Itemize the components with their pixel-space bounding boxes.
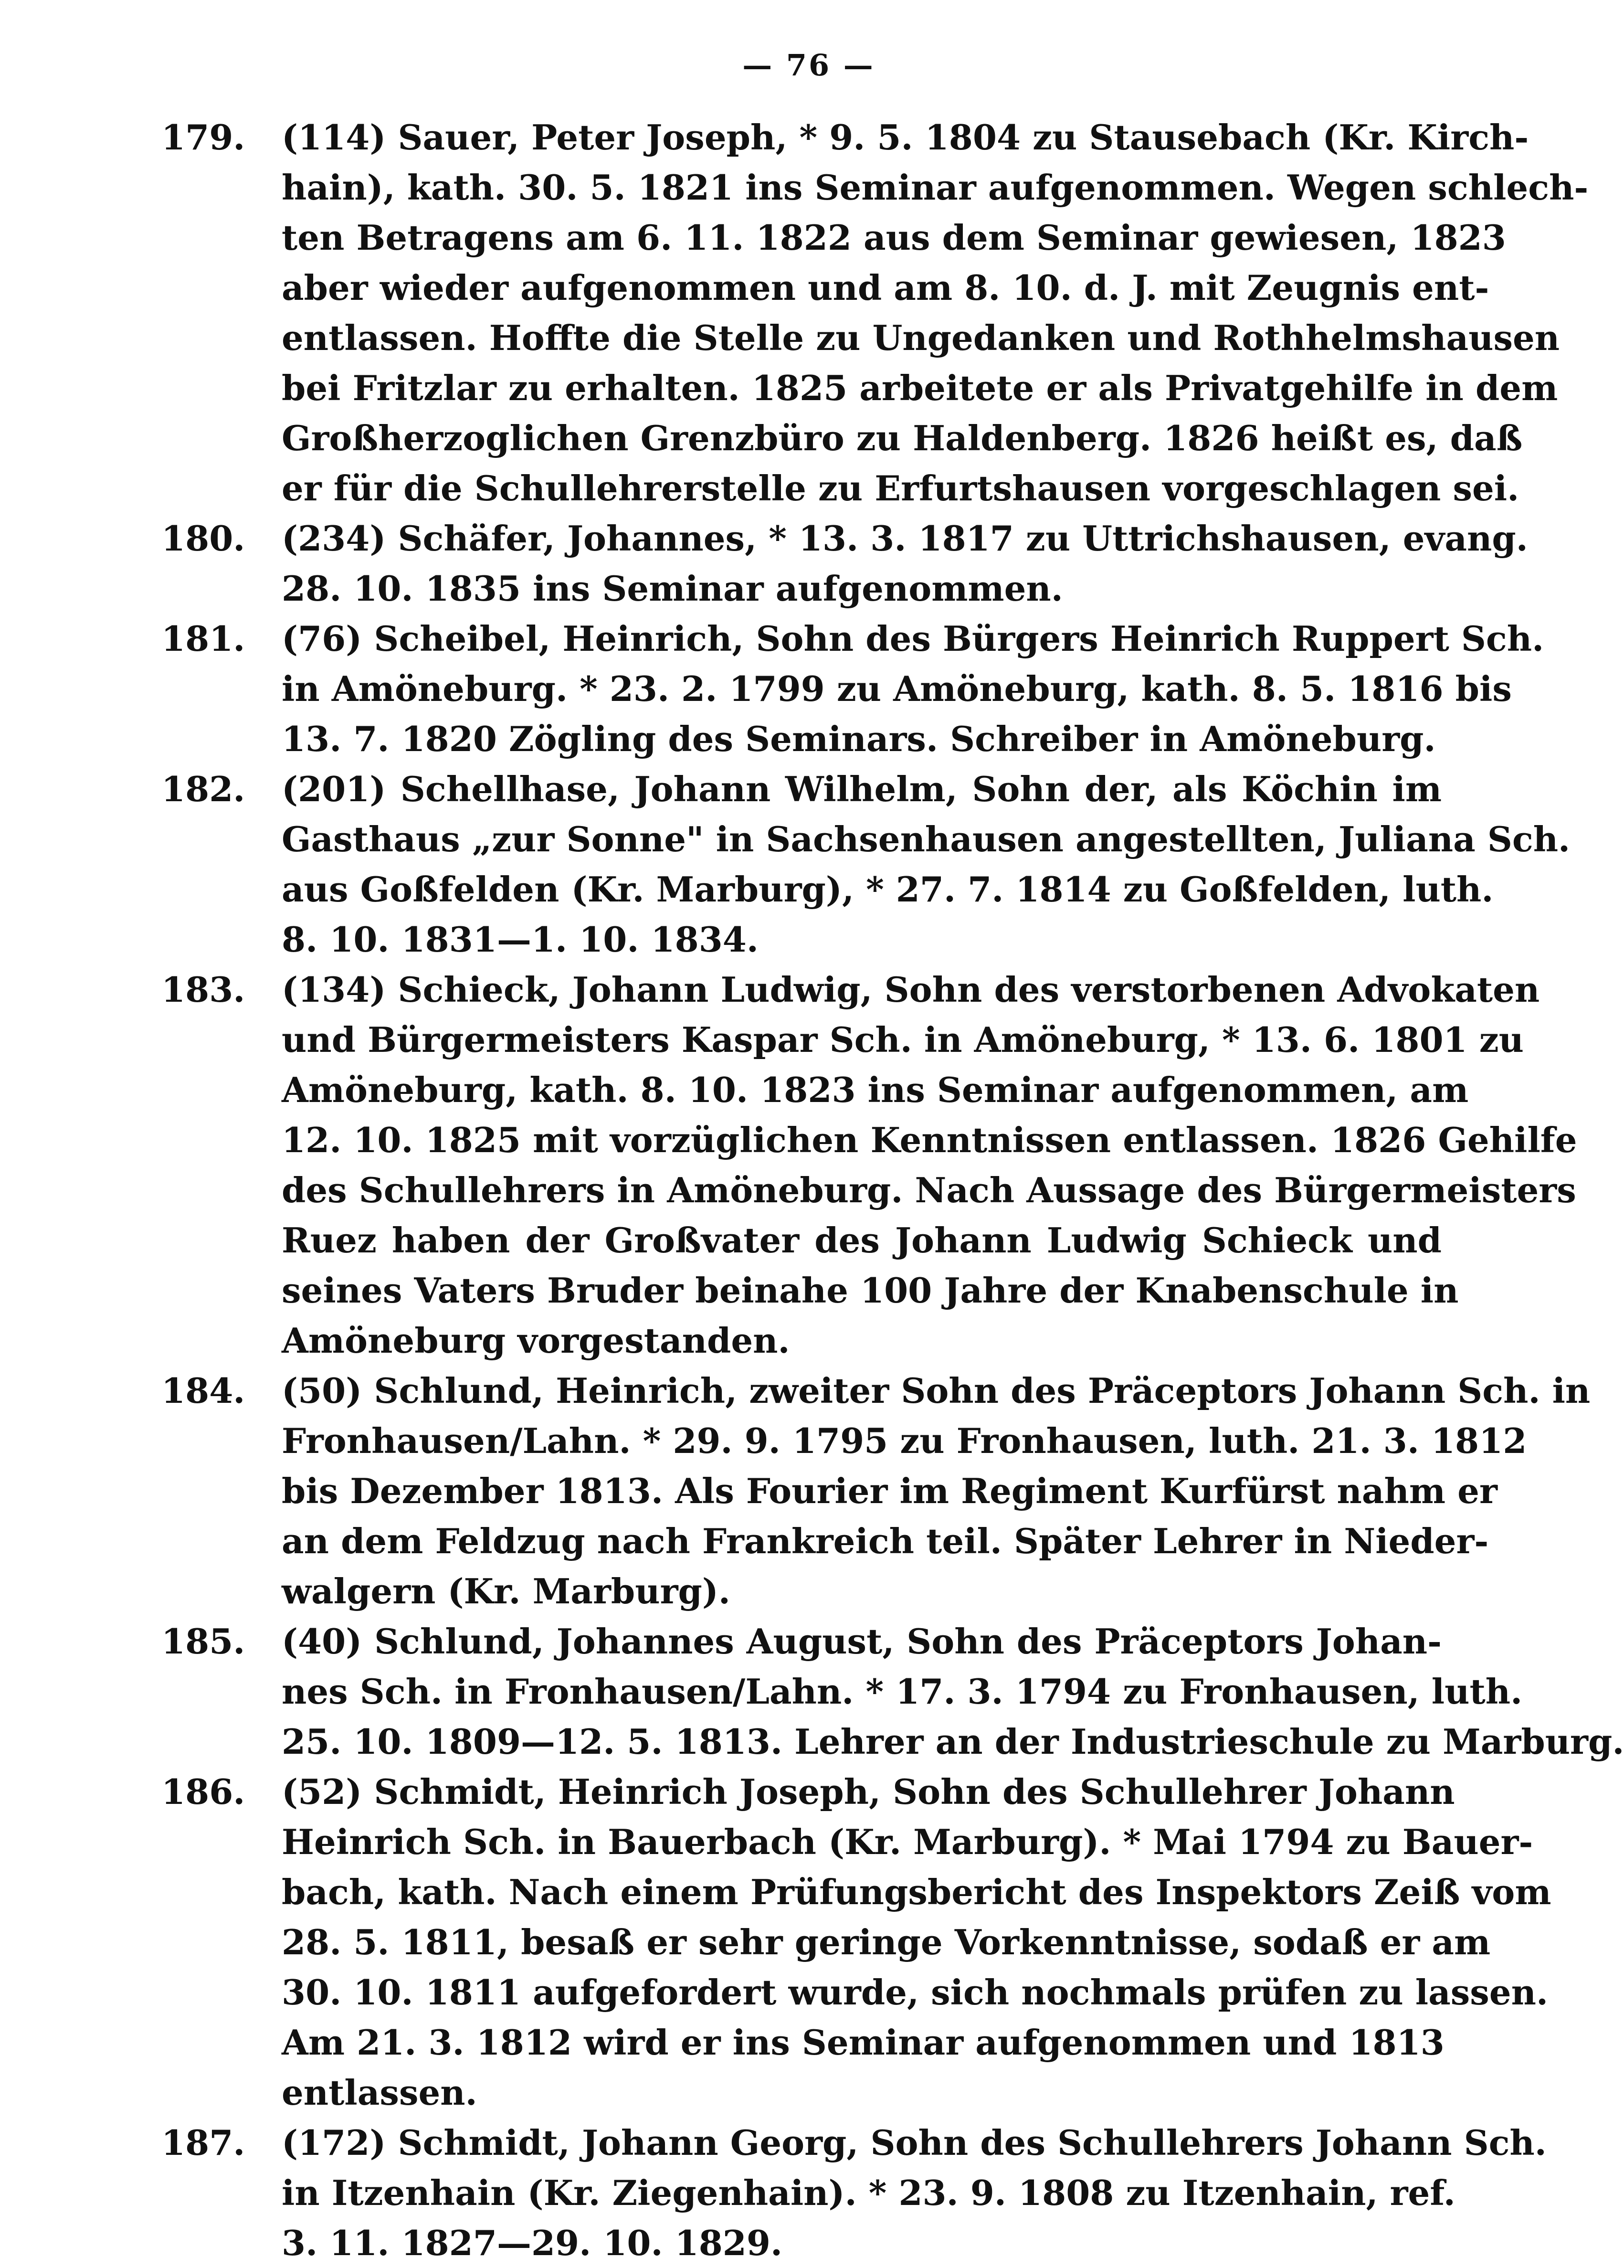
entry-text-line: an dem Feldzug nach Frankreich teil. Später Lehrer in Nieder- <box>282 1521 1489 1561</box>
entry-180 <box>161 513 1528 614</box>
entry-text-line: bach, kath. Nach einem Prüfungsbericht des Inspektors Zeiß vom <box>282 1872 1551 1912</box>
entry-text-line: aber wieder aufgenommen und am 8. 10. d. J. mit Zeugnis ent- <box>282 267 1489 308</box>
entry-text-line: entlassen. <box>282 2072 477 2113</box>
entry-text-line: (234) Schäfer, Johannes, * 13. 3. 1817 zu Uttrichshausen, evang. <box>282 518 1528 559</box>
entry-text-line: 30. 10. 1811 aufgefordert wurde, sich nochmals prüfen zu lassen. <box>282 1972 1549 2013</box>
entry-183 <box>161 964 1577 1366</box>
entry-text-line: Heinrich Sch. in Bauerbach (Kr. Marburg). * Mai 1794 zu Bauer- <box>282 1822 1533 1862</box>
entry-text-line: nes Sch. in Fronhausen/Lahn. * 17. 3. 1794 zu Fronhausen, luth. <box>282 1671 1523 1712</box>
entry-text-line: in Amöneburg. * 23. 2. 1799 zu Amöneburg, kath. 8. 5. 1816 bis <box>282 668 1512 709</box>
entry-text-line: ten Betragens am 6. 11. 1822 aus dem Seminar gewiesen, 1823 <box>282 217 1506 258</box>
entry-text-line: 28. 10. 1835 ins Seminar aufgenommen. <box>282 568 1063 609</box>
entry-number: 180. <box>161 518 245 559</box>
entry-text-line: Großherzoglichen Grenzbüro zu Haldenberg. 1826 heißt es, daß <box>282 418 1523 458</box>
entry-text-line: des Schullehrers in Amöneburg. Nach Aussage des Bürgermeisters <box>282 1170 1576 1210</box>
entry-text-line: 3. 11. 1827—29. 10. 1829. <box>282 2223 783 2263</box>
entry-text-line: und Bürgermeisters Kaspar Sch. in Amöneburg, * 13. 6. 1801 zu <box>282 1019 1524 1060</box>
entry-text-line: hain), kath. 30. 5. 1821 ins Seminar aufgenommen. Wegen schlech- <box>282 167 1589 208</box>
entry-text-line: in Itzenhain (Kr. Ziegenhain). * 23. 9. 1808 zu Itzenhain, ref. <box>282 2173 1455 2213</box>
entry-text-line: (172) Schmidt, Johann Georg, Sohn des Schullehrers Johann Sch. <box>282 2122 1547 2163</box>
entry-text-line: Fronhausen/Lahn. * 29. 9. 1795 zu Fronhausen, luth. 21. 3. 1812 <box>282 1420 1527 1461</box>
entry-184 <box>161 1366 1591 1616</box>
entry-text-line: bis Dezember 1813. Als Fourier im Regiment Kurfürst nahm er <box>282 1471 1497 1511</box>
entry-text-line: (50) Schlund, Heinrich, zweiter Sohn des Präceptors Johann Sch. in <box>282 1370 1591 1411</box>
entry-number: 184. <box>161 1370 245 1411</box>
entry-185 <box>161 1616 1624 1767</box>
entry-text-line: entlassen. Hoffte die Stelle zu Ungedanken und Rothhelmshausen <box>282 318 1560 358</box>
entry-text-line: walgern (Kr. Marburg). <box>282 1571 730 1611</box>
entry-text-line: (114) Sauer, Peter Joseph, * 9. 5. 1804 zu Stausebach (Kr. Kirch- <box>282 117 1529 158</box>
entry-179 <box>161 112 1589 513</box>
entry-text-line: 28. 5. 1811, besaß er sehr geringe Vorkenntnisse, sodaß er am <box>282 1922 1491 1962</box>
entry-text-line: (134) Schieck, Johann Ludwig, Sohn des verstorbenen Advokaten <box>282 969 1540 1010</box>
entry-text-line: (52) Schmidt, Heinrich Joseph, Sohn des Schullehrer Johann <box>282 1771 1455 1812</box>
entry-number: 186. <box>161 1771 245 1812</box>
entry-text-line: bei Fritzlar zu erhalten. 1825 arbeitete er als Privatgehilfe in dem <box>282 368 1558 408</box>
entry-text-line: (76) Scheibel, Heinrich, Sohn des Bürgers Heinrich Ruppert Sch. <box>282 618 1544 659</box>
entry-186 <box>161 1767 1551 2118</box>
entry-text-line: er für die Schullehrerstelle zu Erfurtshausen vorgeschlagen sei. <box>282 468 1519 509</box>
entry-number: 185. <box>161 1621 245 1662</box>
entry-text-line: (40) Schlund, Johannes August, Sohn des Präceptors Johan- <box>282 1621 1442 1662</box>
entry-text-line: Amöneburg vorgestanden. <box>282 1320 790 1361</box>
entry-text-line: aus Goßfelden (Kr. Marburg), * 27. 7. 1814 zu Goßfelden, luth. <box>282 869 1494 910</box>
entry-text-line: Ruez haben der Großvater des Johann Ludwig Schieck und <box>282 1220 1442 1261</box>
entry-number: 183. <box>161 969 245 1010</box>
entry-number: 182. <box>161 769 245 809</box>
entry-text-line: 8. 10. 1831—1. 10. 1834. <box>282 919 759 960</box>
entry-text-line: 25. 10. 1809—12. 5. 1813. Lehrer an der Industrieschule zu Marburg. <box>282 1721 1624 1762</box>
entry-number: 187. <box>161 2122 245 2163</box>
entry-text-line: Am 21. 3. 1812 wird er ins Seminar aufgenommen und 1813 <box>282 2022 1445 2063</box>
entry-text-line: Amöneburg, kath. 8. 10. 1823 ins Seminar aufgenommen, am <box>282 1070 1469 1110</box>
entry-182 <box>161 764 1571 964</box>
entry-number: 181. <box>161 618 245 659</box>
entry-number: 179. <box>161 117 245 158</box>
page-number: — 76 — <box>742 48 875 83</box>
entry-list <box>161 112 1624 2268</box>
entry-text-line: seines Vaters Bruder beinahe 100 Jahre der Knabenschule in <box>282 1270 1459 1311</box>
entry-181 <box>161 614 1544 764</box>
entry-text-line: 13. 7. 1820 Zögling des Seminars. Schreiber in Amöneburg. <box>282 719 1436 759</box>
entry-text-line: Gasthaus „zur Sonne" in Sachsenhausen angestellten, Juliana Sch. <box>282 819 1571 859</box>
entry-187 <box>161 2118 1547 2268</box>
entry-text-line: 12. 10. 1825 mit vorzüglichen Kenntnissen entlassen. 1826 Gehilfe <box>282 1120 1577 1160</box>
entry-text-line: (201) Schellhase, Johann Wilhelm, Sohn der, als Köchin im <box>282 769 1442 809</box>
